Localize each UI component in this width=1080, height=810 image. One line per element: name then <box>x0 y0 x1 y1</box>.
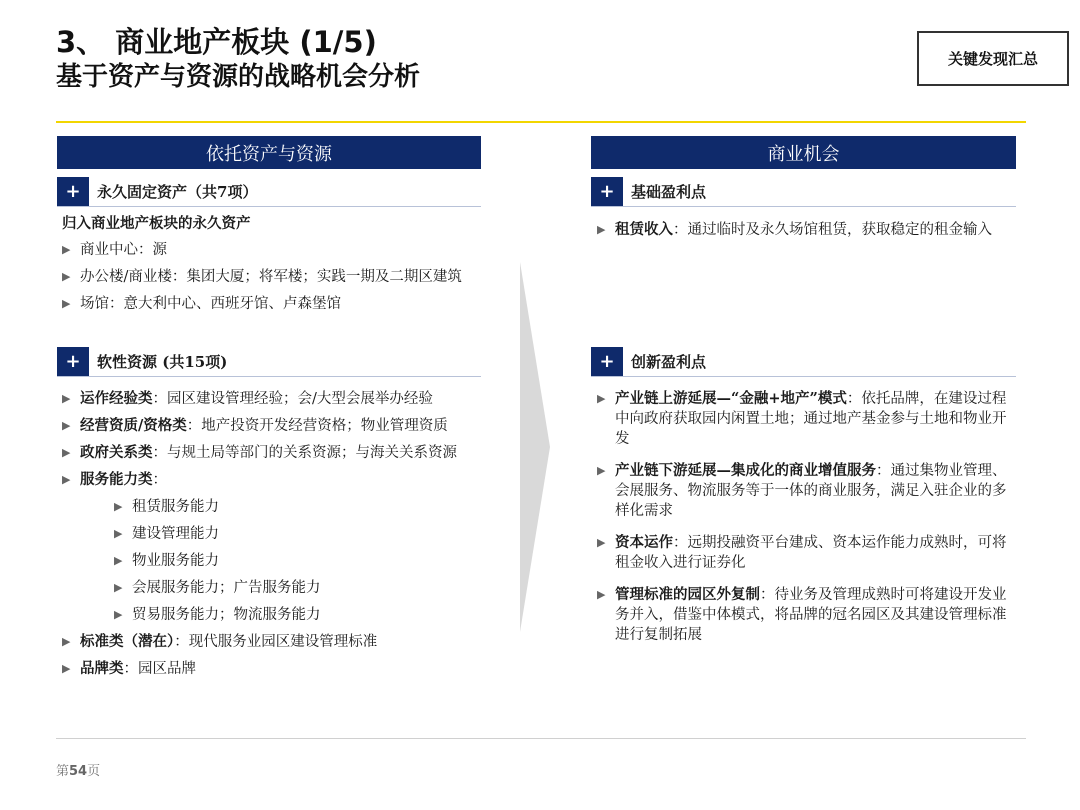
triangle-right-icon: ▶ <box>62 473 71 486</box>
list-item: ▶ 租赁收入：通过临时及永久场馆租赁，获取稳定的租金输入 <box>597 221 992 238</box>
triangle-right-icon: ▶ <box>597 464 606 477</box>
triangle-right-icon: ▶ <box>597 588 606 601</box>
triangle-right-icon: ▶ <box>114 581 123 594</box>
plus-icon: + <box>591 347 623 376</box>
plus-icon: + <box>57 177 89 206</box>
basic-profit-content <box>597 220 1009 247</box>
right-column-header: 商业机会 <box>591 136 1016 169</box>
triangle-right-icon: ▶ <box>62 419 71 432</box>
yellow-divider <box>56 121 1026 123</box>
triangle-right-icon: ▶ <box>62 392 71 405</box>
triangle-right-icon: ▶ <box>597 223 606 236</box>
triangle-right-icon: ▶ <box>114 527 123 540</box>
title-area <box>56 24 420 94</box>
list-item: ▶ 产业链下游延展—集成化的商业增值服务：通过集物业管理、会展服务、物流服务等于一体的商业服务，满足入驻企业的多样化需求 <box>597 462 1007 519</box>
footer-divider <box>56 738 1026 739</box>
sub-list-item: ▶ 会展服务能力；广告服务能力 <box>114 580 321 596</box>
plus-icon: + <box>591 177 623 206</box>
section-title: 软性资源 (共15项) <box>97 353 228 371</box>
section-title: 基础盈利点 <box>631 183 707 201</box>
list-item: ▶ 品牌类：园区品牌 <box>62 660 196 677</box>
list-item: ▶ 经营资质/资格类：地产投资开发经营资格；物业管理资质 <box>62 417 448 434</box>
triangle-right-icon: ▶ <box>62 243 71 256</box>
page-subtitle: 基于资产与资源的战略机会分析 <box>56 62 421 92</box>
triangle-right-icon: ▶ <box>62 297 71 310</box>
list-item: ▶ 商业中心：源 <box>62 242 167 258</box>
innovative-profit-content <box>597 389 1009 652</box>
triangle-right-icon: ▶ <box>62 270 71 283</box>
section-title: 创新盈利点 <box>631 353 707 371</box>
list-item: ▶ 管理标准的园区外复制：待业务及管理成熟时可将建设开发业务并入，借鉴中体模式，将品牌的冠名园区及其建设管理标准进行复制拓展 <box>597 586 1007 643</box>
section-innovative-profit-header <box>591 347 1016 377</box>
triangle-right-icon: ▶ <box>62 635 71 648</box>
list-item: ▶ 运作经验类：园区建设管理经验；会/大型会展举办经验 <box>62 390 433 407</box>
sub-list-item: ▶ 租赁服务能力 <box>114 499 219 515</box>
list-item: ▶ 服务能力类： <box>62 471 167 488</box>
chevron-right-icon <box>520 262 550 632</box>
list-item: ▶ 政府关系类：与规土局等部门的关系资源；与海关关系资源 <box>62 444 457 461</box>
triangle-right-icon: ▶ <box>114 554 123 567</box>
plus-icon: + <box>57 347 89 376</box>
list-item: ▶ 标准类（潜在）：现代服务业园区建设管理标准 <box>62 633 378 650</box>
triangle-right-icon: ▶ <box>62 446 71 459</box>
list-item: ▶ 资本运作：远期投融资平台建成、资本运作能力成熟时，可将租金收入进行证券化 <box>597 534 1007 571</box>
triangle-right-icon: ▶ <box>597 536 606 549</box>
page-number: 第54页 <box>56 764 101 779</box>
section-title: 永久固定资产（共7项） <box>97 183 258 201</box>
key-findings-badge: 关键发现汇总 <box>917 31 1069 86</box>
list-item: ▶ 产业链上游延展—“金融+地产”模式：依托品牌，在建设过程中向政府获取园内闲置土地；通过地产基金参与土地和物业开发 <box>597 390 1007 447</box>
triangle-right-icon: ▶ <box>62 662 71 675</box>
section-soft-resources-header <box>57 347 481 377</box>
page-title: 3、 商业地产板块 (1/5) <box>56 25 377 59</box>
permanent-assets-content <box>62 214 480 321</box>
sub-list-item: ▶ 贸易服务能力；物流服务能力 <box>114 607 321 623</box>
section-basic-profit-header <box>591 177 1016 207</box>
soft-resources-content <box>62 389 480 686</box>
sub-list-item: ▶ 物业服务能力 <box>114 553 219 569</box>
left-column-header: 依托资产与资源 <box>57 136 481 169</box>
triangle-right-icon: ▶ <box>597 392 606 405</box>
triangle-right-icon: ▶ <box>114 608 123 621</box>
list-item: ▶ 办公楼/商业楼：集团大厦；将军楼；实践一期及二期区建筑 <box>62 269 462 285</box>
list-item: ▶ 场馆：意大利中心、西班牙馆、卢森堡馆 <box>62 296 341 312</box>
sub-list-item: ▶ 建设管理能力 <box>114 526 219 542</box>
section-permanent-assets-header <box>57 177 481 207</box>
section-lead: 归入商业地产板块的永久资产 <box>62 215 251 232</box>
triangle-right-icon: ▶ <box>114 500 123 513</box>
